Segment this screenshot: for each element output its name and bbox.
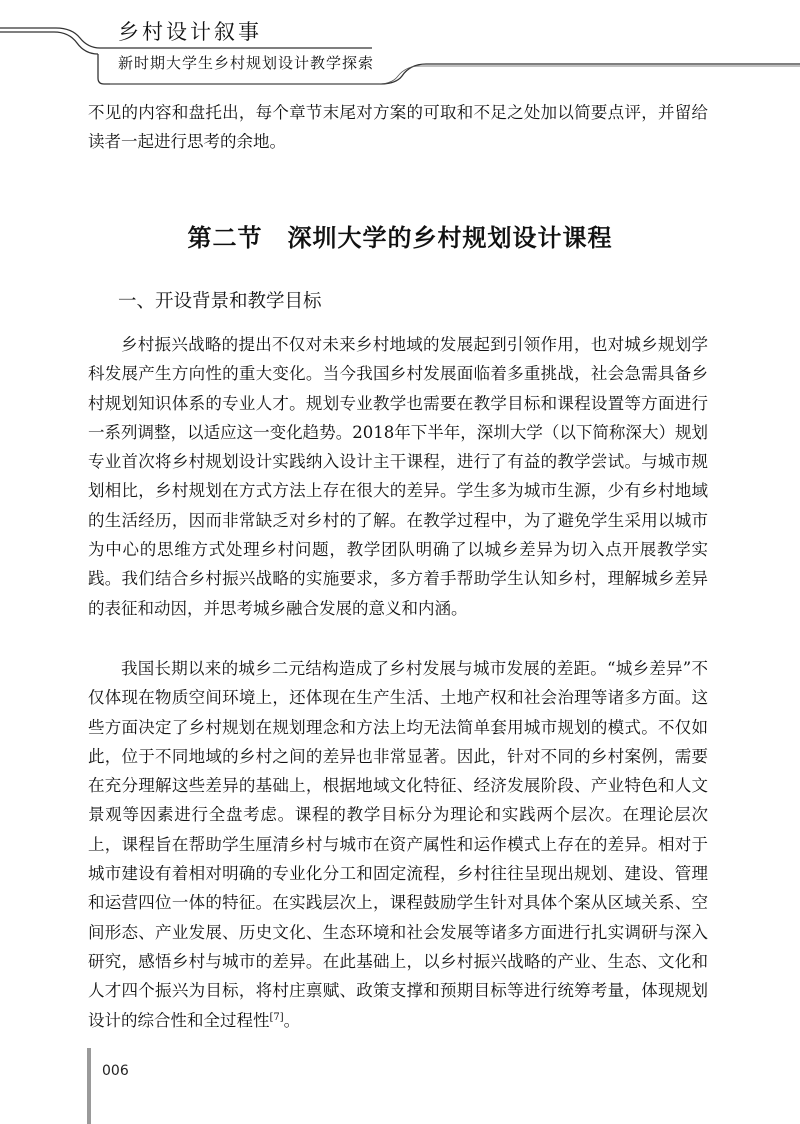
book-subtitle: 新时期大学生乡村规划设计教学探索 bbox=[118, 54, 375, 72]
citation-marker: [7] bbox=[269, 1011, 284, 1023]
book-title: 乡村设计叙事 bbox=[118, 20, 262, 44]
running-header bbox=[0, 0, 800, 90]
page-margin-bar bbox=[87, 1048, 91, 1124]
body-paragraph-1: 乡村振兴战略的提出不仅对未来乡村地域的发展起到引领作用，也对城乡规划学科发展产生方向性的重大变化。当今我国乡村发展面临着多重挑战，社会急需具备乡村规划知识体系的专业人才。规划专业教学也需要在教学目标和课程设置等方面进行一系列调整，以适应这一变化趋势。2018年下半年，深圳大学（以下简称深大）规划专业首次将乡村规划设计实践纳入设计主干课程，进行了有益的教学尝试。与城市规划相比，乡村规划在方式方法上存在很大的差异。学生多为城市生源，少有乡村地域的生活经历，因而非常缺乏对乡村的了解。在教学过程中，为了避免学生采用以城市为中心的思维方式处理乡村问题，教学团队明确了以城乡差异为切入点开展教学实践。我们结合乡村振兴战略的实施要求，多方着手帮助学生认知乡村，理解城乡差异的表征和动因，并思考城乡融合发展的意义和内涵。 bbox=[88, 335, 708, 618]
paragraph-2-end: 。 bbox=[283, 1010, 301, 1030]
subsection-title: 一、开设背景和教学目标 bbox=[118, 291, 322, 312]
paragraph-2-text: 我国长期以来的城乡二元结构造成了乡村发展与城市发展的差距。“城乡差异”不仅体现在物质空间环境上，还体现在生产生活、土地产权和社会治理等诸多方面。这些方面决定了乡村规划在规划理念和方法上均无法简单套用城市规划的模式。不仅如此，位于不同地域的乡村之间的差异也非常显著。因此，针对不同的乡村案例，需要在充分理解这些差异的基础上，根据地域文化特征、经济发展阶段、产业特色和人文景观等因素进行全盘考虑。课程的教学目标分为理论和实践两个层次。在理论层次上，课程旨在帮助学生厘清乡村与城市在资产属性和运作模式上存在的差异。相对于城市建设有着相对明确的专业化分工和固定流程，乡村往往呈现出规划、建设、管理和运营四位一体的特征。在实践层次上，课程鼓励学生针对具体个案从区域关系、空间形态、产业发展、历史文化、生态环境和社会发展等诸多方面进行扎实调研与深入研究，感悟乡村与城市的差异。在此基础上，以乡村振兴战略的产业、生态、文化和人才四个振兴为目标，将村庄禀赋、政策支撑和预期目标等进行统筹考量，体现规划设计的综合性和全过程性 bbox=[88, 659, 708, 1030]
page-number: 006 bbox=[102, 1063, 129, 1079]
body-paragraph-2 bbox=[88, 654, 708, 1035]
intro-paragraph: 不见的内容和盘托出，每个章节末尾对方案的可取和不足之处加以简要点评，并留给读者一起进行思考的余地。 bbox=[88, 103, 708, 152]
section-title: 第二节 深圳大学的乡村规划设计课程 bbox=[187, 223, 613, 252]
